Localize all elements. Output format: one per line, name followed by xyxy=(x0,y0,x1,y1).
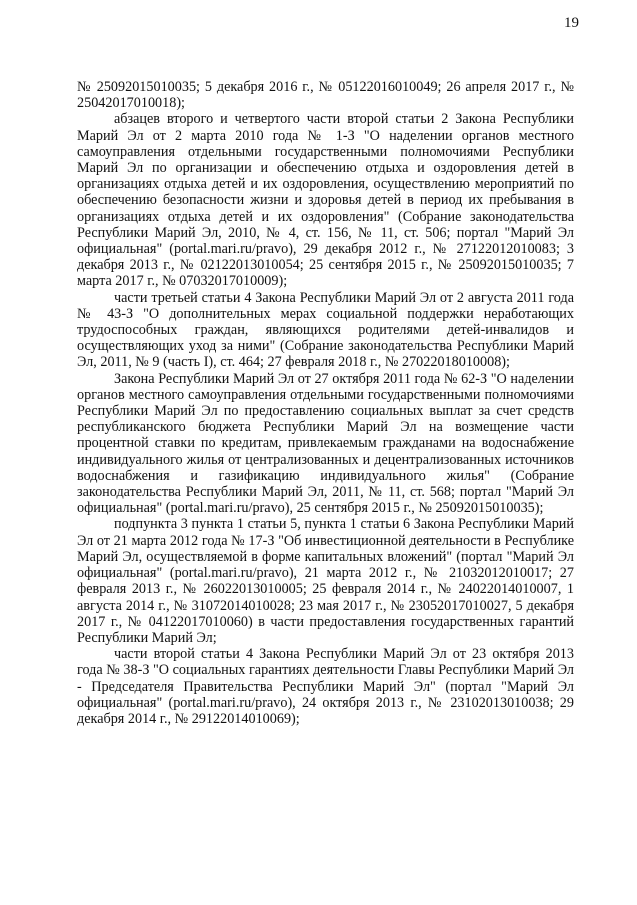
paragraph: абзацев второго и четвертого части второй статьи 2 Закона Республики Марий Эл от 2 марта 2010 года № 1-З "О наделении органов местного самоуправления отдельными государственными полномочиями Республики Марий Эл по организации и обеспечению отдыха и оздоровления детей в организациях отдыха детей и их оздоровления, осуществлению мероприятий по обеспечению безопасности жизни и здоровья детей в период их пребывания в организациях отдыха детей и их оздоровления" (Собрание законодательства Республики Марий Эл, 2010, № 4, ст. 156, № 11, ст. 506; портал "Марий Эл официальная" (portal.mari.ru/pravo), 29 декабря 2012 г., № 27122012010083; 3 декабря 2013 г., № 02122013010054; 25 сентября 2015 г., № 25092015010035; 7 марта 2017 г., № 07032017010009); xyxy=(77,111,574,290)
paragraph: части третьей статьи 4 Закона Республики Марий Эл от 2 августа 2011 года № 43-З "О дополнительных мерах социальной поддержки неработающих трудоспособных граждан, являющихся родителями детей-инвалидов и осуществляющих уход за ними" (Собрание законодательства Республики Марий Эл, 2011, № 9 (часть I), ст. 464; 27 февраля 2018 г., № 27022018010008); xyxy=(77,289,574,371)
paragraph: подпункта 3 пункта 1 статьи 5, пункта 1 статьи 6 Закона Республики Марий Эл от 21 марта 2012 года № 17-З "Об инвестиционной деятельности в Республике Марий Эл, осуществляемой в форме капитальных вложений" (портал "Марий Эл официальная" (portal.mari.ru/pravo), 21 марта 2012 г., № 21032012010017; 27 февраля 2013 г., № 26022013010005; 25 февраля 2014 г., № 24022014010007, 1 августа 2014 г., № 31072014010028; 23 мая 2017 г., № 23052017010027, 5 декабря 2017 г., № 04122017010060) в части предоставления государственных гарантий Республики Марий Эл; xyxy=(77,516,574,646)
paragraph: Закона Республики Марий Эл от 27 октября 2011 года № 62-З "О наделении органов местного самоуправления отдельными государственными полномочиями Республики Марий Эл по предоставлению социальных выплат за счет средств республиканского бюджета Республики Марий Эл на возмещение части процентной ставки по кредитам, привлекаемым гражданами на водоснабжение индивидуального жилья от централизованных и децентрализованных источников водоснабжения и газификацию индивидуального жилья" (Собрание законодательства Республики Марий Эл, 2011, № 11, ст. 568; портал "Марий Эл официальная" (portal.mari.ru/pravo), 25 сентября 2015 г., № 25092015010035); xyxy=(77,370,574,517)
document-body xyxy=(77,79,574,727)
paragraph: части второй статьи 4 Закона Республики Марий Эл от 23 октября 2013 года № 38-З "О социальных гарантиях деятельности Главы Республики Марий Эл - Председателя Правительства Республики Марий Эл" (портал "Марий Эл официальная" (portal.mari.ru/pravo), 24 октября 2013 г., № 23102013010038; 29 декабря 2014 г., № 29122014010069); xyxy=(77,646,574,727)
page-number: 19 xyxy=(564,15,579,31)
paragraph: № 25092015010035; 5 декабря 2016 г., № 05122016010049; 26 апреля 2017 г., № 25042017010018); xyxy=(77,79,574,112)
